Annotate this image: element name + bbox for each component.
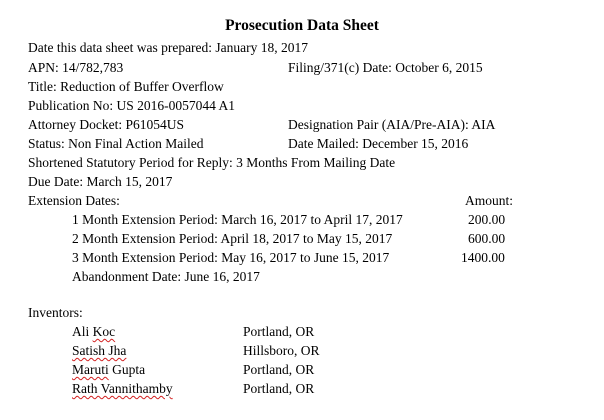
inventor-2-location: Hillsboro, OR — [243, 343, 320, 358]
title-field: Title: Reduction of Buffer Overflow — [28, 79, 224, 94]
publication-number: Publication No: US 2016-0057044 A1 — [28, 98, 236, 113]
abandonment-date: Abandonment Date: June 16, 2017 — [72, 269, 260, 284]
apn: APN: 14/782,783 — [28, 60, 124, 75]
inventor-3-location: Portland, OR — [243, 362, 315, 377]
inventor-2-name: Satish Jha — [72, 343, 127, 358]
extension-1: 1 Month Extension Period: March 16, 2017 to April 17, 2017 — [72, 212, 403, 227]
filing-date: Filing/371(c) Date: October 6, 2015 — [288, 60, 483, 75]
extension-2-amount: 600.00 — [468, 231, 506, 246]
status: Status: Non Final Action Mailed — [28, 136, 204, 151]
due-date: Due Date: March 15, 2017 — [28, 174, 173, 189]
extension-3: 3 Month Extension Period: May 16, 2017 to June 15, 2017 — [72, 250, 390, 265]
inventor-1-name: Ali Koc — [72, 324, 116, 339]
inventor-4-location: Portland, OR — [243, 381, 315, 396]
extension-1-amount: 200.00 — [468, 212, 506, 227]
inventor-1-location: Portland, OR — [243, 324, 315, 339]
designation-pair: Designation Pair (AIA/Pre-AIA): AIA — [288, 117, 496, 132]
extension-dates-label: Extension Dates: — [28, 193, 120, 208]
date-mailed: Date Mailed: December 15, 2016 — [288, 136, 469, 151]
page-title: Prosecution Data Sheet — [225, 17, 379, 34]
amount-label: Amount: — [465, 193, 514, 208]
prepared-date: Date this data sheet was prepared: January 18, 2017 — [28, 40, 309, 55]
inventors-label: Inventors: — [28, 305, 83, 320]
inventor-3-name: Maruti Gupta — [72, 362, 146, 377]
shortened-period: Shortened Statutory Period for Reply: 3 Months From Mailing Date — [28, 155, 396, 170]
attorney-docket: Attorney Docket: P61054US — [28, 117, 184, 132]
extension-3-amount: 1400.00 — [461, 250, 505, 265]
inventor-4-name: Rath Vannithamby — [72, 381, 173, 396]
extension-2: 2 Month Extension Period: April 18, 2017 to May 15, 2017 — [72, 231, 393, 246]
